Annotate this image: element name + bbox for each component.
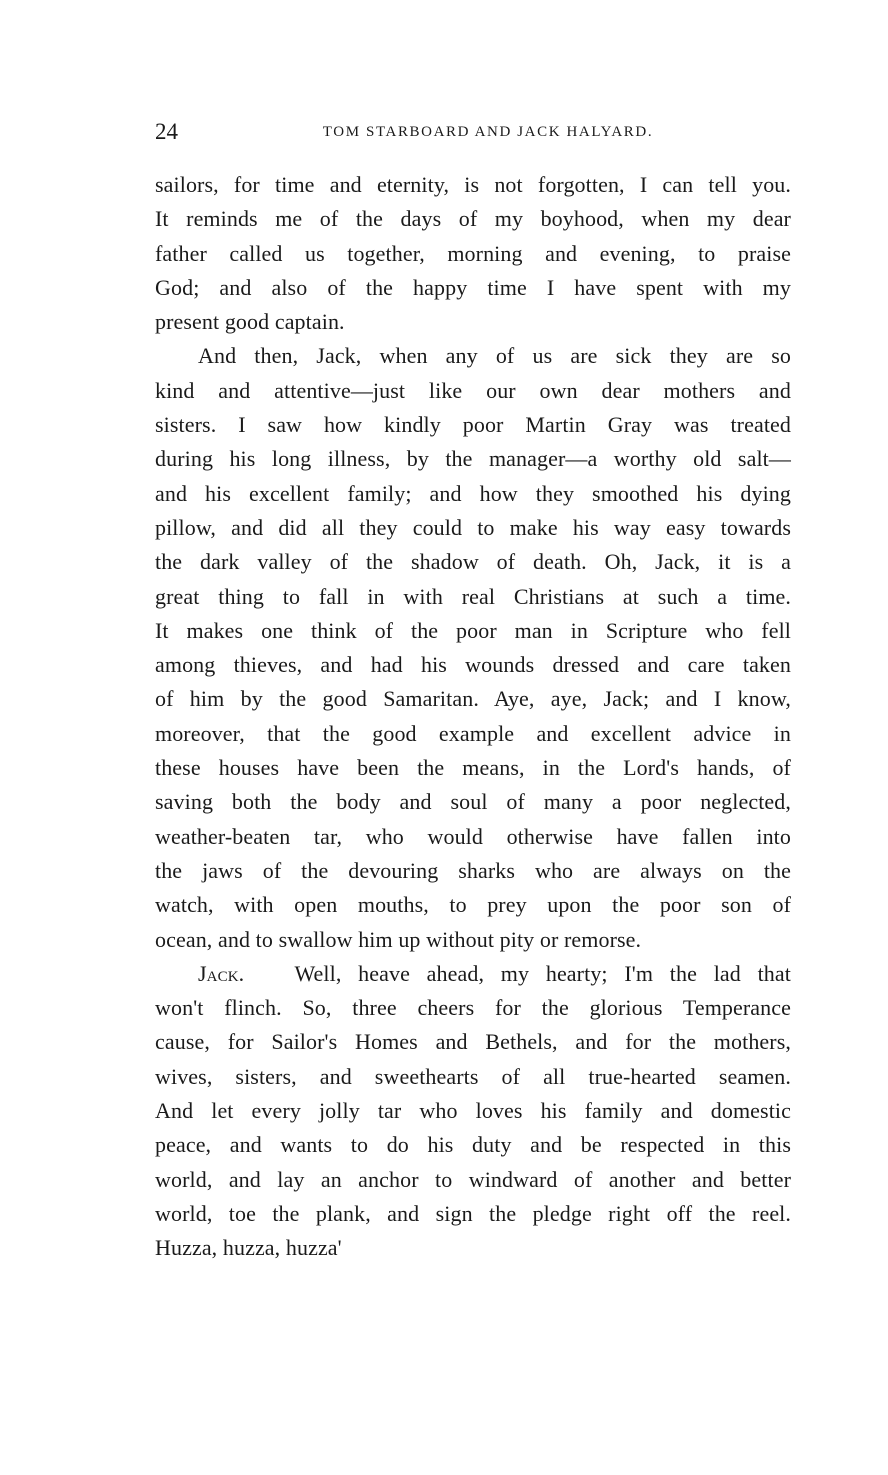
text-line: It reminds me of the days of my boyhood, when my dear	[155, 206, 791, 232]
text-line: sailors, for time and eternity, is not forgotten, I can tell you.	[155, 172, 791, 197]
text-line: wives, sisters, and sweethearts of all true-hearted seamen.	[155, 1063, 791, 1089]
text-line: great thing to fall in with real Christians at such a time.	[155, 583, 791, 609]
text-line: cause, for Sailor's Homes and Bethels, and for the mothers,	[155, 1029, 791, 1055]
text-line: peace, and wants to do his duty and be respected in this	[155, 1132, 791, 1158]
text-line: during his long illness, by the manager—a worthy old salt—	[155, 446, 791, 472]
page-body	[155, 168, 791, 1266]
text-line: among thieves, and had his wounds dressed and care taken	[155, 652, 791, 678]
text-line: world, toe the plank, and sign the pledge right off the reel.	[155, 1200, 791, 1226]
text-line: the dark valley of the shadow of death. Oh, Jack, it is a	[155, 549, 791, 575]
text-line: And then, Jack, when any of us are sick they are so	[198, 343, 791, 369]
text-line: these houses have been the means, in the Lord's hands, of	[155, 755, 791, 781]
text-line: present good captain.	[155, 309, 345, 335]
text-line: of him by the good Samaritan. Aye, aye, Jack; and I know,	[155, 686, 791, 712]
text-line: Huzza, huzza, huzza'	[155, 1235, 342, 1261]
text-line: and his excellent family; and how they smoothed his dying	[155, 480, 791, 506]
text-line: God; and also of the happy time I have spent with my	[155, 274, 791, 300]
text-line: ocean, and to swallow him up without pity or remorse.	[155, 926, 642, 952]
text-line: It makes one think of the poor man in Scripture who fell	[155, 617, 791, 643]
text-line: saving both the body and soul of many a poor neglected,	[155, 789, 791, 815]
text-line	[155, 957, 791, 991]
text-line: And let every jolly tar who loves his family and domestic	[155, 1098, 791, 1124]
paragraph	[155, 339, 791, 956]
text-line: kind and attentive—just like our own dear mothers and	[155, 377, 791, 403]
text-line: sisters. I saw how kindly poor Martin Gray was treated	[155, 412, 791, 438]
line-text: Well, heave ahead, my hearty; I'm the lad that	[294, 960, 791, 986]
text-line: weather-beaten tar, who would otherwise have fallen into	[155, 823, 791, 849]
running-header	[155, 119, 791, 145]
speaker-label: Jack.	[198, 960, 245, 986]
paragraph	[155, 168, 791, 339]
text-line: the jaws of the devouring sharks who are always on the	[155, 857, 791, 883]
text-line: won't flinch. So, three cheers for the glorious Temperance	[155, 995, 791, 1021]
text-line: father called us together, morning and evening, to praise	[155, 240, 791, 266]
running-title: TOM STARBOARD AND JACK HALYARD.	[322, 124, 654, 140]
text-line: moreover, that the good example and excellent advice in	[155, 720, 791, 746]
text-line: pillow, and did all they could to make his way easy towards	[155, 514, 791, 540]
text-line: watch, with open mouths, to prey upon the poor son of	[155, 892, 791, 918]
text-line: world, and lay an anchor to windward of another and better	[155, 1166, 791, 1192]
paragraph	[155, 957, 791, 1266]
page-number: 24	[155, 119, 178, 144]
